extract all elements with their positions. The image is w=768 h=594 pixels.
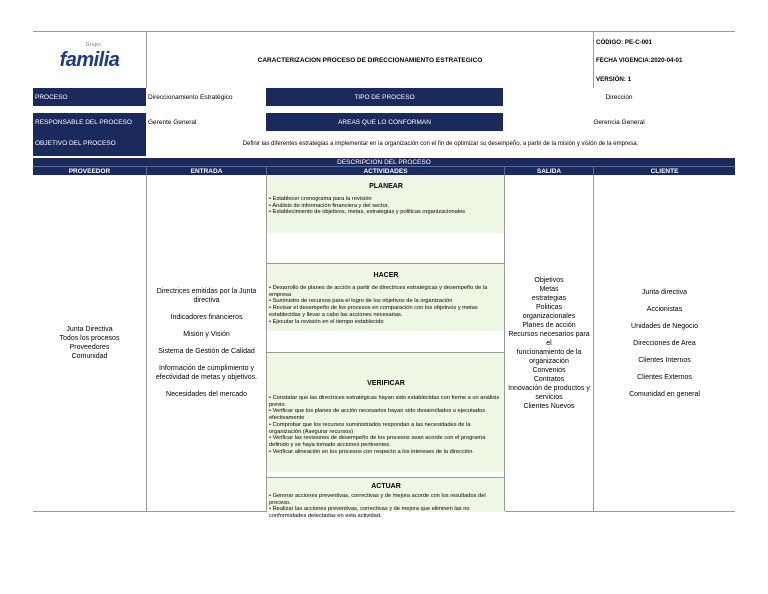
company-logo [59, 41, 120, 72]
actividades-column [266, 175, 504, 520]
activity-item: • Constatar que las directrices estratégicas hayan sido establecidas con forme a un análisis previo. [269, 395, 500, 408]
document-codes [593, 32, 735, 88]
proceso-row [33, 88, 735, 106]
version-label: VERSIÓN: 1 [596, 75, 632, 83]
salida-column [504, 175, 593, 511]
activity-title: PLANEAR [369, 183, 403, 190]
salida-item: Recursos necesarios para el [508, 330, 590, 347]
cliente-item: Clientes Externos [637, 373, 692, 381]
activity-item: • Establecer cronograma para la revisión [269, 196, 372, 202]
activity-title: VERIFICAR [367, 380, 405, 387]
cliente-column [593, 175, 735, 511]
proceso-value: Direccionamiento Estratégico [146, 88, 266, 106]
activity-item: • Suministro de recursos para el logro de los objetivos de la organización [269, 298, 453, 305]
objetivo-row [33, 131, 735, 156]
salida-item: estrategias [531, 294, 567, 302]
activity-item: • Verificar alineación en los procesos con respecto a los intereses de la dirección. [269, 448, 474, 455]
descripcion-banner: DESCRIPCION DEL PROCESO [33, 158, 735, 166]
objetivo-label: OBJETIVO DEL PROCESO [33, 131, 146, 156]
salida-item: Convenios [532, 366, 566, 374]
responsable-value: Gerente General [146, 113, 266, 131]
cliente-item: Junta directiva [641, 288, 688, 296]
column-header-actividades: ACTIVIDADES [266, 167, 504, 175]
column-header-entrada: ENTRADA [146, 167, 266, 175]
activity-item: • Comprobar que los recursos suministrados respondan a las necesidades de la organización (Asegurar recursos) [269, 421, 471, 435]
activity-item: • Desarrollo de planes de acción a partir de directrices estratégicas y desempeño de la empresa [269, 285, 488, 298]
salida-item: Planes de acción [522, 321, 576, 329]
activity-title: HACER [373, 272, 399, 279]
cliente-item: Direcciones de Area [633, 339, 696, 347]
activity-item: • Análisis de información financiera y del sector. [269, 202, 389, 209]
column-headers [33, 166, 735, 175]
code-label: CÓDIGO: PE-C-001 [596, 38, 653, 46]
responsable-label: RESPONSABLE DEL PROCESO [35, 118, 132, 126]
cliente-item: Clientes Internos [638, 356, 691, 364]
activity-item: • Revisar el desempeño de los procesos en comparación con los objetivos y metas establecidas y llevar a cabo las acciones necesarias. [269, 305, 478, 318]
entrada-item: Información de cumplimiento y efectividad de metas y objetivos. [155, 365, 258, 381]
areas-label: AREAS QUE LO CONFORMAN [338, 118, 431, 126]
activity-item: • Establecimiento de objetivos, metas, estrategias y politicas organizacionales [269, 209, 466, 216]
tipo-proceso-label: TIPO DE PROCESO [354, 93, 415, 101]
activity-title: ACTUAR [371, 483, 401, 490]
proveedor-item: Comunidad [71, 353, 108, 360]
column-header-cliente: CLIENTE [593, 167, 735, 175]
description-body [33, 175, 735, 520]
activity-item: • Verificar que los planes de acción necesarios hayan sido desarrollados u ejecutados efectivamente [269, 408, 486, 422]
entrada-item: Sistema de Gestión de Calidad [158, 348, 255, 355]
activity-hacer [267, 263, 505, 331]
cliente-item: Unidades de Negocio [631, 322, 698, 330]
entrada-item: Indicadores financieros [170, 314, 243, 321]
entrada-item: Directrices emitidas por la Junta directiva [156, 288, 257, 304]
proveedor-item: Proveedores [69, 344, 110, 351]
activity-item: • Verificar las revisiones de desempeño de los procesos sean acorde con el programa definido y se haya tomado acciones pertinentes. [269, 435, 486, 448]
logo-cell [33, 32, 146, 88]
document-title: CARACTERIZACION PROCESO DE DIRECCIONAMIENTO ESTRATEGICO [146, 32, 593, 88]
cliente-item: Accionistas [646, 305, 683, 313]
objetivo-value: Definir las diferentes estrategias a implementar en la organización con el fin de optimizar su desempeño, a partir de la misión y visión de la empresa. [242, 140, 639, 147]
cliente-item: Comunidad en general [629, 390, 700, 398]
salida-item: funcionamiento de la organización [516, 348, 582, 365]
effective-date-label: FECHA VIGENCIA:2020-04-01 [596, 57, 683, 64]
activity-item: • Realizar las acciones preventivas, correctivas y de mejora que eliminen las no conformidades detectadas en esta actividad. [269, 506, 470, 520]
salida-item: Metas [539, 285, 559, 293]
salida-item: organizacionales [522, 312, 576, 320]
salida-item: Objetivos [534, 276, 564, 284]
entrada-item: Misión y Visión [183, 331, 230, 338]
activity-planear [267, 175, 505, 233]
activity-item: • Ejecutar la revisión en el tiempo establecido [269, 318, 384, 325]
salida-item: Contratos [533, 375, 565, 383]
header-row [33, 31, 735, 88]
activity-actuar [267, 477, 505, 520]
proceso-label: PROCESO [35, 93, 68, 101]
salida-item: Innovación de productos y servicios [508, 384, 590, 401]
activity-verificar [267, 352, 505, 472]
column-header-proveedor: PROVEEDOR [68, 167, 111, 175]
proveedor-column [33, 175, 146, 511]
salida-item: Clientes Nuevos [523, 402, 575, 410]
areas-value: Gerencia General [503, 113, 735, 131]
tipo-proceso-value: Dirección [503, 88, 735, 106]
entrada-column [146, 175, 266, 511]
salida-item: Politicas [535, 303, 563, 311]
proveedor-item: Todos los procesos [59, 335, 120, 342]
logo-grupo-text: Grupo [85, 41, 101, 48]
proveedor-item: Junta Directiva [66, 326, 113, 333]
column-header-salida: SALIDA [504, 167, 593, 175]
logo-text: familia [59, 48, 120, 71]
responsable-row [33, 113, 735, 131]
activity-item: • Generar acciones preventivas, correctivas y de mejora acorde con los resultados del proceso. [269, 493, 486, 506]
entrada-item: Necesidades del mercado [166, 391, 247, 398]
